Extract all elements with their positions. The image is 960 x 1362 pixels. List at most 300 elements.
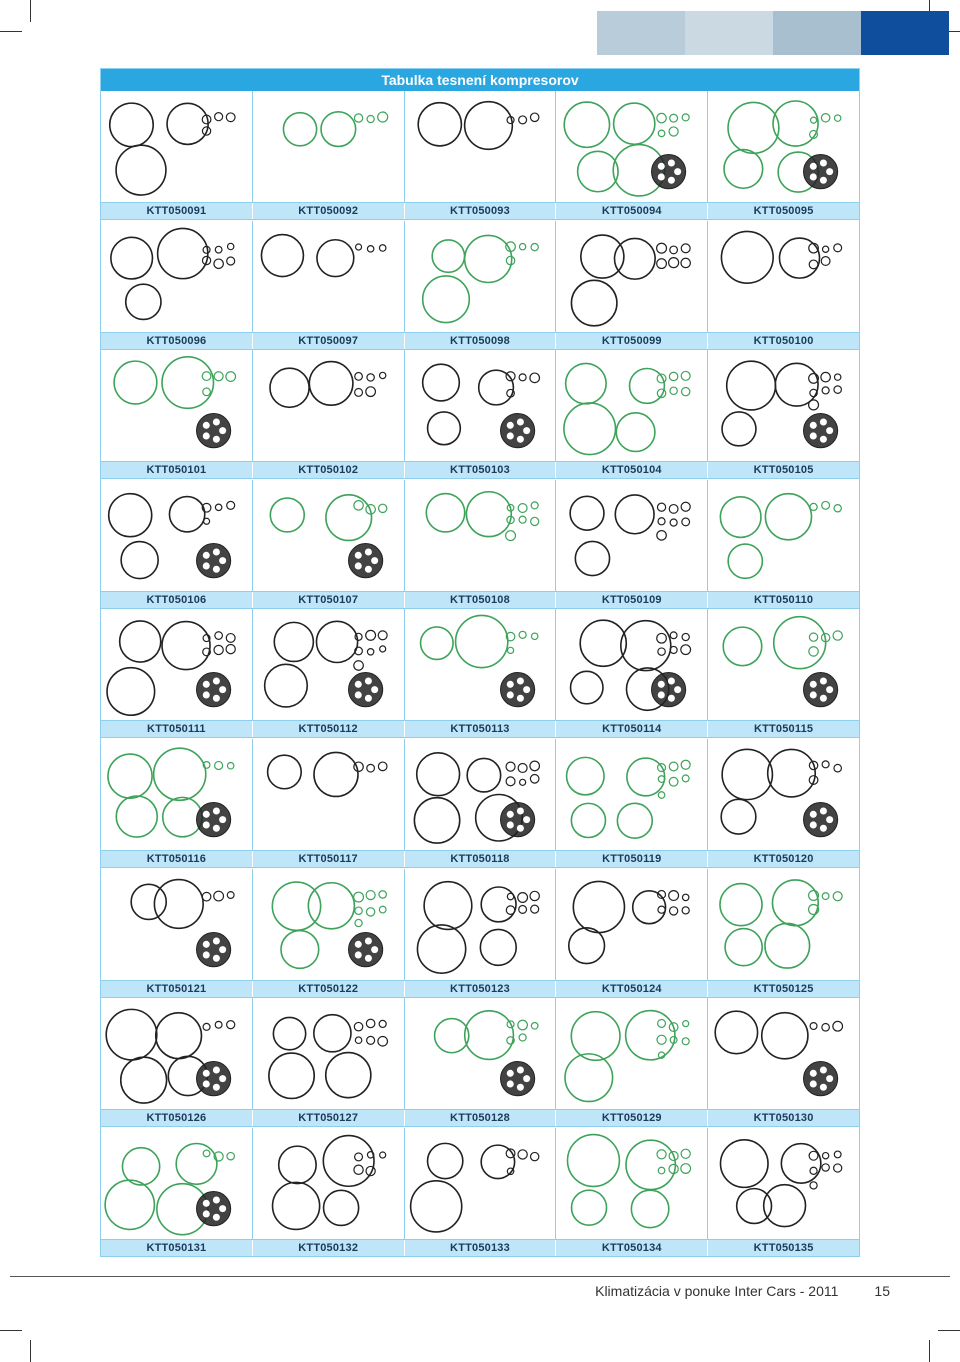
- gasket-hole: [506, 1070, 513, 1077]
- gasket-ring: [106, 1010, 157, 1061]
- o-ring: [682, 244, 691, 253]
- gasket-hole: [810, 692, 817, 699]
- gasket-ring: [581, 621, 627, 667]
- gasket-ring: [724, 150, 763, 189]
- gasket-ring: [108, 754, 152, 798]
- gasket-hole: [516, 1084, 523, 1091]
- o-ring: [670, 777, 679, 786]
- o-ring: [354, 762, 363, 771]
- product-code: KTT050105: [753, 464, 814, 477]
- table-block: [101, 480, 859, 610]
- product-image-cell: [556, 869, 708, 980]
- gasket-ring: [323, 1135, 374, 1186]
- o-ring: [214, 372, 223, 381]
- gasket-hole: [203, 821, 210, 828]
- label-row: [101, 720, 859, 738]
- o-ring: [530, 517, 538, 525]
- gasket-ring: [578, 151, 618, 191]
- product-image-cell: [405, 350, 557, 461]
- product-image-cell: [556, 1128, 708, 1239]
- gasket-ring: [326, 495, 372, 541]
- o-ring: [834, 764, 841, 771]
- o-ring: [657, 634, 667, 644]
- o-ring: [355, 907, 362, 914]
- gasket-hole: [810, 433, 817, 440]
- o-ring: [367, 649, 373, 655]
- gasket-hole: [810, 1081, 817, 1088]
- o-ring: [670, 372, 678, 380]
- o-ring: [227, 501, 235, 509]
- gasket-hole: [213, 678, 220, 685]
- product-code: KTT050116: [101, 851, 253, 867]
- label-row: [101, 461, 859, 479]
- o-ring: [215, 246, 222, 253]
- product-code: KTT050102: [253, 462, 405, 478]
- gasket-kit-image: [101, 221, 252, 332]
- gasket-ring: [122, 1147, 159, 1184]
- product-code: KTT050095: [753, 205, 814, 217]
- gasket-hole: [506, 1081, 513, 1088]
- gasket-kit-image: [556, 998, 707, 1109]
- gasket-kit-image: [708, 998, 859, 1109]
- gasket-ring: [715, 1011, 757, 1053]
- gasket-hole: [365, 937, 372, 944]
- gasket-kit-image: [708, 1128, 859, 1239]
- gasket-hole: [365, 695, 372, 702]
- o-ring: [671, 632, 678, 639]
- o-ring: [658, 906, 665, 913]
- gasket-ring: [581, 235, 624, 278]
- gasket-kit-image: [708, 480, 859, 591]
- gasket-kit-image: [405, 609, 556, 720]
- gasket-ring: [309, 362, 353, 406]
- gasket-ring: [156, 1013, 202, 1059]
- gasket-ring: [567, 757, 604, 794]
- o-ring: [822, 114, 830, 122]
- gasket-hole: [523, 816, 530, 823]
- o-ring: [683, 1021, 689, 1027]
- gasket-ring: [316, 622, 357, 663]
- gasket-ring: [621, 621, 671, 671]
- o-ring: [682, 634, 689, 641]
- image-row: [101, 1128, 859, 1239]
- gasket-ring: [762, 1013, 808, 1059]
- o-ring: [506, 777, 515, 786]
- product-code: KTT050097: [253, 333, 405, 349]
- o-ring: [214, 891, 224, 901]
- gasket-hole: [213, 548, 220, 555]
- product-code: KTT050117: [253, 851, 405, 867]
- table-block: [101, 609, 859, 739]
- product-code: KTT050114: [556, 721, 708, 737]
- product-code: KTT050130: [753, 1112, 814, 1125]
- product-image-cell: [556, 609, 708, 720]
- gasket-hole: [826, 686, 833, 693]
- color-bar-segment: [597, 11, 685, 55]
- product-code: KTT050094: [556, 203, 708, 219]
- o-ring: [811, 117, 817, 123]
- o-ring: [669, 127, 678, 136]
- gasket-kit-image: [405, 91, 556, 202]
- o-ring: [519, 1034, 526, 1041]
- gasket-kit-image: [253, 1128, 404, 1239]
- gasket-ring: [632, 1190, 669, 1227]
- gasket-hole: [506, 692, 513, 699]
- gasket-ring: [110, 103, 153, 146]
- o-ring: [227, 257, 235, 265]
- o-ring: [203, 1024, 210, 1031]
- gasket-ring: [176, 1143, 217, 1184]
- gasket-ring: [167, 103, 208, 144]
- gasket-ring: [126, 284, 161, 319]
- o-ring: [833, 631, 842, 640]
- gasket-ring: [414, 798, 459, 843]
- gasket-hole: [516, 1067, 523, 1074]
- o-ring: [657, 1149, 666, 1158]
- gasket-hole: [668, 678, 675, 685]
- product-image-cell: [253, 998, 405, 1109]
- product-code: KTT050113: [405, 721, 557, 737]
- product-image-cell: [405, 91, 557, 202]
- o-ring: [810, 633, 818, 641]
- gasket-ring: [615, 238, 656, 279]
- gasket-kit-image: [708, 350, 859, 461]
- gasket-kit-image: [405, 350, 556, 461]
- gasket-ring: [773, 101, 818, 146]
- product-code: KTT050092: [253, 203, 405, 219]
- o-ring: [215, 632, 223, 640]
- product-image-cell: [708, 1128, 859, 1239]
- o-ring: [531, 633, 537, 639]
- o-ring: [681, 258, 690, 267]
- o-ring: [367, 764, 375, 772]
- product-code: KTT050108: [405, 592, 557, 608]
- product-image-cell: [405, 221, 557, 332]
- o-ring: [822, 892, 829, 899]
- o-ring: [518, 1150, 527, 1159]
- o-ring: [530, 774, 539, 783]
- o-ring: [530, 113, 538, 121]
- gasket-ring: [626, 1011, 675, 1060]
- o-ring: [531, 1023, 538, 1030]
- gasket-ring: [574, 881, 625, 932]
- gasket-hole: [820, 807, 827, 814]
- gasket-ring: [566, 364, 606, 404]
- product-image-cell: [556, 350, 708, 461]
- gasket-hole: [516, 678, 523, 685]
- product-code: KTT050123: [405, 981, 557, 997]
- gasket-kit-image: [708, 739, 859, 850]
- gasket-ring: [107, 668, 155, 716]
- o-ring: [366, 1019, 374, 1027]
- product-code: KTT050126: [101, 1110, 253, 1126]
- o-ring: [822, 387, 829, 394]
- gasket-ring: [317, 239, 354, 276]
- gasket-kit-image: [556, 1128, 707, 1239]
- crop-mark: [30, 0, 31, 22]
- gasket-ring: [131, 884, 166, 919]
- gasket-hole: [203, 1081, 210, 1088]
- product-code: KTT050134: [556, 1240, 708, 1256]
- gasket-ring: [424, 881, 472, 929]
- gasket-hole: [203, 951, 210, 958]
- gasket-hole: [675, 686, 682, 693]
- gasket-kit-image: [253, 350, 404, 461]
- gasket-ring: [728, 544, 762, 578]
- gasket-hole: [820, 1067, 827, 1074]
- o-ring: [227, 762, 233, 768]
- gasket-ring: [764, 1184, 806, 1226]
- gasket-kit-image: [101, 91, 252, 202]
- o-ring: [378, 504, 386, 512]
- product-image-cell: [101, 221, 253, 332]
- image-row: [101, 221, 859, 332]
- o-ring: [810, 1167, 817, 1174]
- o-ring: [214, 646, 223, 655]
- gasket-ring: [721, 1140, 769, 1188]
- o-ring: [226, 645, 235, 654]
- product-image-cell: [405, 998, 557, 1109]
- o-ring: [834, 1151, 841, 1158]
- o-ring: [378, 762, 387, 771]
- label-row: [101, 332, 859, 350]
- o-ring: [681, 645, 691, 655]
- gasket-ring: [568, 1134, 620, 1186]
- gasket-ring: [427, 412, 460, 445]
- gasket-hole: [213, 695, 220, 702]
- gasket-ring: [121, 541, 158, 578]
- gasket-hole: [516, 436, 523, 443]
- o-ring: [379, 646, 385, 652]
- o-ring: [518, 503, 527, 512]
- o-ring: [354, 1165, 363, 1174]
- gasket-ring: [426, 493, 464, 531]
- o-ring: [203, 1150, 210, 1157]
- product-code: KTT050104: [556, 462, 708, 478]
- product-code: KTT050099: [556, 333, 708, 349]
- gasket-hole: [213, 1084, 220, 1091]
- gasket-ring: [274, 623, 313, 662]
- image-row: [101, 609, 859, 720]
- gasket-ring: [721, 497, 762, 538]
- table-title: Tabulka tesnení kompresorov: [101, 69, 859, 91]
- o-ring: [227, 1152, 234, 1159]
- o-ring: [657, 1035, 666, 1044]
- o-ring: [366, 387, 376, 397]
- o-ring: [670, 246, 678, 254]
- product-code: KTT050131: [101, 1240, 253, 1256]
- o-ring: [658, 648, 665, 655]
- product-image-cell: [101, 609, 253, 720]
- gasket-kit-image: [708, 609, 859, 720]
- gasket-ring: [116, 796, 157, 837]
- gasket-kit-image: [556, 869, 707, 980]
- product-code: KTT050124: [556, 981, 708, 997]
- product-image-cell: [708, 869, 859, 980]
- gasket-hole: [523, 686, 530, 693]
- product-code: KTT050111: [101, 721, 253, 737]
- o-ring: [214, 259, 223, 268]
- product-image-cell: [253, 480, 405, 591]
- o-ring: [215, 504, 221, 510]
- gasket-kit-image: [101, 1128, 252, 1239]
- table-block: [101, 221, 859, 351]
- table-block: [101, 91, 859, 221]
- o-ring: [367, 115, 374, 122]
- o-ring: [530, 905, 538, 913]
- gasket-hole: [213, 419, 220, 426]
- product-code: KTT050135: [753, 1241, 814, 1254]
- o-ring: [530, 1152, 538, 1160]
- gasket-ring: [466, 492, 511, 537]
- product-code: KTT050098: [405, 333, 557, 349]
- gasket-hole: [506, 681, 513, 688]
- product-code: KTT050120: [753, 852, 814, 865]
- gasket-ring: [105, 1180, 154, 1229]
- gasket-kit-image: [405, 480, 556, 591]
- o-ring: [202, 372, 211, 381]
- gasket-ring: [418, 103, 461, 146]
- gasket-hole: [219, 557, 226, 564]
- product-image-cell: [556, 480, 708, 591]
- product-image-cell: [253, 221, 405, 332]
- gasket-hole: [219, 1205, 226, 1212]
- product-code: KTT050106: [101, 592, 253, 608]
- gasket-hole: [355, 552, 362, 559]
- o-ring: [683, 775, 690, 782]
- gasket-hole: [820, 177, 827, 184]
- gasket-hole: [203, 422, 210, 429]
- o-ring: [669, 890, 679, 900]
- product-image-cell: [101, 739, 253, 850]
- o-ring: [821, 256, 830, 265]
- gasket-hole: [355, 951, 362, 958]
- product-image-cell: [405, 739, 557, 850]
- gasket-kit-image: [708, 91, 859, 202]
- crop-mark: [929, 1340, 930, 1362]
- gasket-hole: [355, 940, 362, 947]
- gasket-kit-image: [101, 480, 252, 591]
- gasket-hole: [219, 427, 226, 434]
- o-ring: [810, 1023, 817, 1030]
- o-ring: [367, 374, 374, 381]
- o-ring: [658, 503, 666, 511]
- o-ring: [519, 779, 525, 785]
- o-ring: [833, 1022, 843, 1032]
- gasket-kit-image: [253, 91, 404, 202]
- gasket-hole: [820, 160, 827, 167]
- gasket-ring: [721, 799, 756, 834]
- o-ring: [670, 519, 677, 526]
- product-image-cell: [556, 91, 708, 202]
- gasket-ring: [780, 238, 820, 278]
- product-image-cell: [101, 350, 253, 461]
- o-ring: [215, 113, 223, 121]
- gasket-ring: [270, 368, 309, 407]
- o-ring: [226, 113, 235, 122]
- gasket-hole: [365, 548, 372, 555]
- o-ring: [682, 760, 691, 769]
- gasket-hole: [355, 681, 362, 688]
- o-ring: [227, 1021, 235, 1029]
- gasket-ring: [722, 231, 774, 283]
- product-code: KTT050122: [253, 981, 405, 997]
- gasket-hole: [658, 681, 665, 688]
- gasket-hole: [355, 692, 362, 699]
- gasket-hole: [219, 686, 226, 693]
- gasket-hole: [820, 419, 827, 426]
- gasket-ring: [725, 928, 762, 965]
- gasket-ring: [727, 361, 776, 410]
- o-ring: [505, 530, 515, 540]
- gasket-ring: [269, 1053, 314, 1098]
- o-ring: [682, 372, 691, 381]
- color-bar-segment: [773, 11, 861, 55]
- gasket-ring: [571, 496, 605, 530]
- gasket-hole: [506, 422, 513, 429]
- gasket-ring: [273, 1018, 305, 1050]
- gasket-ring: [116, 145, 166, 195]
- product-image-cell: [708, 91, 859, 202]
- gasket-ring: [422, 364, 459, 401]
- gasket-hole: [523, 1075, 530, 1082]
- gasket-hole: [826, 816, 833, 823]
- product-image-cell: [101, 91, 253, 202]
- gasket-ring: [765, 923, 810, 968]
- gasket-hole: [516, 807, 523, 814]
- gasket-hole: [213, 1196, 220, 1203]
- gasket-hole: [203, 1070, 210, 1077]
- gasket-ring: [281, 930, 319, 968]
- gasket-hole: [371, 946, 378, 953]
- o-ring: [681, 1163, 691, 1173]
- product-image-cell: [253, 869, 405, 980]
- gasket-kit-image: [556, 91, 707, 202]
- gasket-kit-image: [405, 221, 556, 332]
- gasket-hole: [810, 821, 817, 828]
- o-ring: [226, 634, 235, 643]
- gasket-ring: [766, 493, 812, 539]
- gasket-hole: [668, 177, 675, 184]
- gasket-ring: [480, 929, 516, 965]
- gasket-hole: [203, 433, 210, 440]
- gasket-kit-image: [253, 480, 404, 591]
- product-code: KTT050110: [753, 593, 814, 606]
- o-ring: [354, 389, 362, 397]
- gasket-ring: [270, 498, 304, 532]
- gasket-ring: [120, 621, 161, 662]
- gasket-ring: [722, 749, 772, 799]
- gasket-hole: [506, 811, 513, 818]
- o-ring: [379, 906, 386, 913]
- o-ring: [835, 115, 841, 121]
- gasket-ring: [464, 1011, 513, 1060]
- gasket-hole: [658, 692, 665, 699]
- product-image-cell: [708, 739, 859, 850]
- product-code: KTT050107: [253, 592, 405, 608]
- gasket-hole: [820, 695, 827, 702]
- gasket-kit-image: [253, 998, 404, 1109]
- gasket-kit-image: [253, 221, 404, 332]
- gasket-hole: [219, 816, 226, 823]
- gasket-kit-image: [101, 609, 252, 720]
- gasket-hole: [203, 681, 210, 688]
- o-ring: [834, 386, 841, 393]
- product-image-cell: [556, 739, 708, 850]
- o-ring: [670, 762, 679, 771]
- o-ring: [353, 892, 363, 902]
- gasket-ring: [162, 357, 213, 408]
